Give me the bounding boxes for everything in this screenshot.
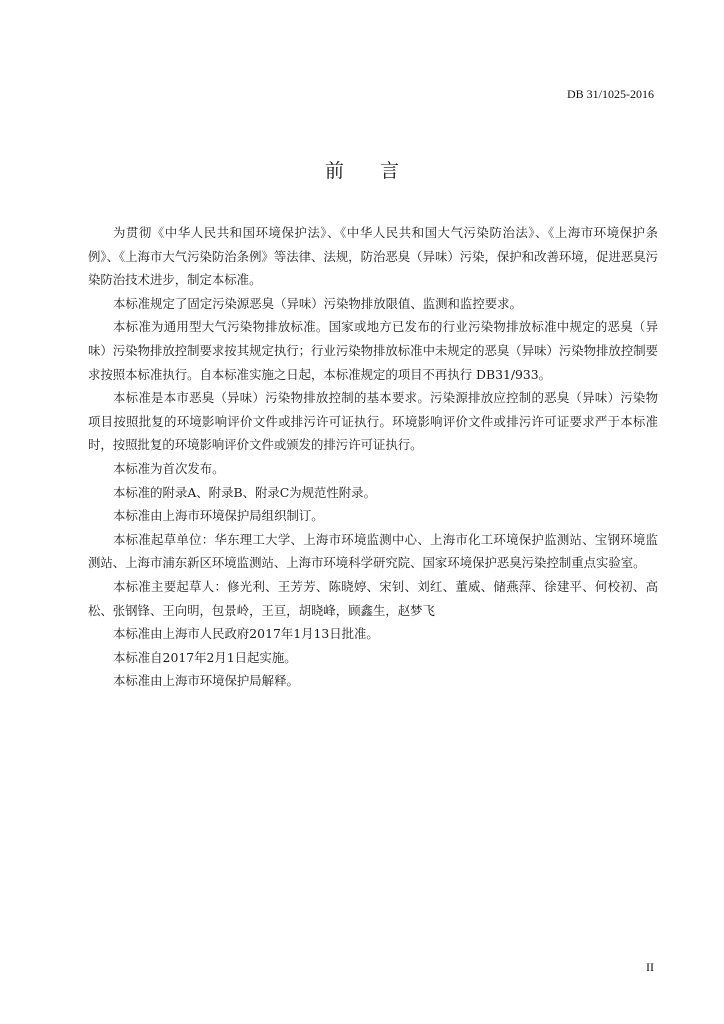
- paragraph-interpretation: 本标准由上海市环境保护局解释。: [113, 673, 299, 689]
- paragraph-basic-requirement: 本标准是本市恶臭（异味）污染物排放控制的基本要求。污染源排放应控制的恶臭（异味）污染物项目按照批复的环境影响评价文件或排污许可证执行。环境影响评价文件或排污许可证要求严于本标准时，按照批复的环境影响评价文件或颁发的排污许可证执行。: [88, 390, 658, 453]
- paragraph-scope: 本标准规定了固定污染源恶臭（异味）污染物排放限值、监测和监控要求。: [113, 295, 522, 311]
- page-number: II: [646, 960, 654, 974]
- paragraph-drafters: 本标准主要起草人：修光利、王芳芳、陈晓婷、宋钊、刘红、董威、储燕萍、徐建平、何校初、高松、张钢锋、王向明，包景岭，王亘，胡晓峰，顾鑫生，赵梦飞: [88, 578, 658, 618]
- foreword-body: [88, 221, 658, 693]
- paragraph-approval: 本标准由上海市人民政府2017年1月13日批准。: [113, 626, 379, 642]
- document-number: DB 31/1025-2016: [567, 87, 654, 101]
- paragraph-purpose: 为贯彻《中华人民共和国环境保护法》、《中华人民共和国大气污染防治法》、《上海市环境保护条例》、《上海市大气污染防治条例》等法律、法规，防治恶臭（异味）污染，保护和改善环境，促进恶臭污染防治技术进步，制定本标准。: [88, 225, 658, 288]
- page-title: 前言: [324, 160, 435, 182]
- paragraph-applicability: 本标准为通用型大气污染物排放标准。国家或地方已发布的行业污染物排放标准中规定的恶臭（异味）污染物排放控制要求按其规定执行；行业污染物排放标准中未规定的恶臭（异味）污染物排放控制要求按照本标准执行。自本标准实施之日起，本标准规定的项目不再执行 DB31/933。: [88, 319, 658, 382]
- paragraph-effective-date: 本标准自2017年2月1日起实施。: [113, 649, 297, 665]
- paragraph-appendices: 本标准的附录A、附录B、附录C为规范性附录。: [113, 484, 376, 500]
- paragraph-first-release: 本标准为首次发布。: [113, 460, 225, 476]
- paragraph-drafting-units: 本标准起草单位：华东理工大学、上海市环境监测中心、上海市化工环境保护监测站、宝钢环境监测站、上海市浦东新区环境监测站、上海市环境科学研究院、国家环境保护恶臭污染控制重点实验室。: [88, 531, 658, 571]
- paragraph-organizer: 本标准由上海市环境保护局组织制订。: [113, 508, 324, 524]
